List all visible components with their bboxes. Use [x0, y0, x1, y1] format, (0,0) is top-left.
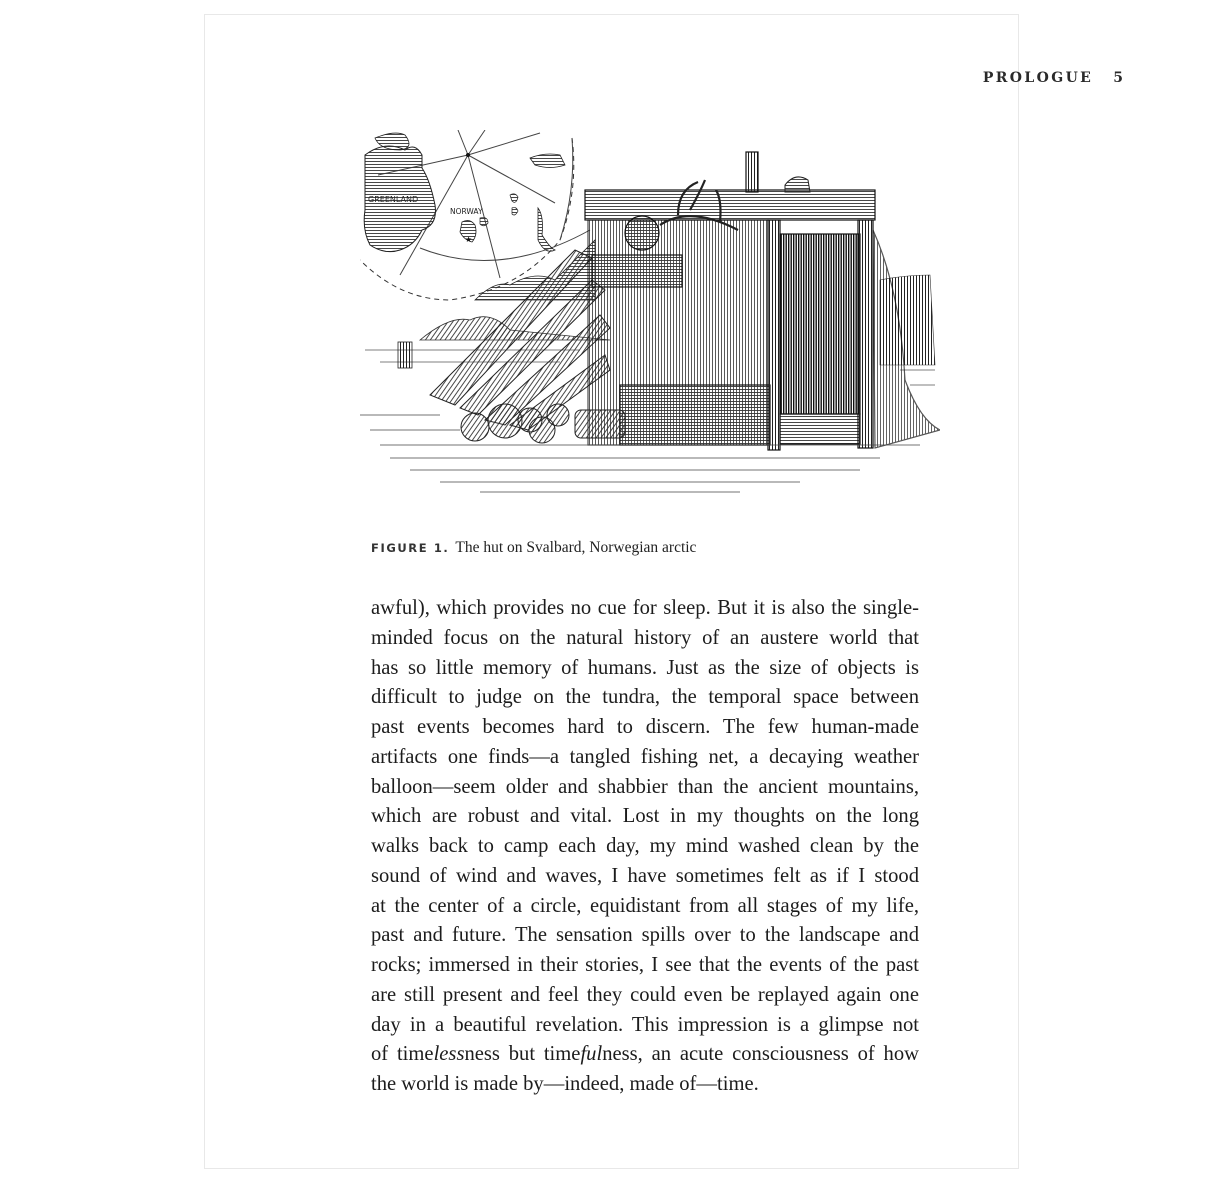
text-run: of time [371, 1043, 434, 1066]
section-title: PROLOGUE [982, 70, 1094, 86]
text-run: ness, an acute consciousness of how [602, 1043, 920, 1066]
italic-run: less [433, 1043, 465, 1066]
running-head [983, 70, 1123, 86]
hut-illustration [360, 130, 940, 510]
text-line: has so little memory of humans. Just as the size of objects is [371, 656, 919, 679]
text-line: past events becomes hard to discern. The few human-made [371, 716, 919, 738]
body-paragraph [371, 594, 919, 1100]
text-line-emphasis [371, 1040, 919, 1070]
map-label-greenland: GREENLAND [368, 195, 419, 204]
figure-caption-text: The hut on Svalbard, Norwegian arctic [455, 539, 697, 556]
text-line: balloon—seem older and shabbier than the ancient mountains, [371, 775, 919, 798]
text-line: artifacts one finds—a tangled fishing net, a decaying weather [371, 745, 919, 768]
text-line: awful), which provides no cue for sleep. But it is also the single- [371, 597, 919, 619]
text-line: at the center of a circle, equidistant from all stages of my life, [371, 894, 919, 917]
text-line: sound of wind and waves, I have sometimes felt as if I stood [371, 864, 919, 887]
text-line-last: the world is made by—indeed, made of—time. [371, 1073, 759, 1095]
text-line: walks back to camp each day, my mind washed clean by the [371, 835, 919, 857]
text-line: minded focus on the natural history of an austere world that [371, 626, 919, 649]
text-line: are still present and feel they could even be replayed again one [371, 983, 919, 1006]
text-run: ness but time [464, 1043, 581, 1066]
text-line: rocks; immersed in their stories, I see that the events of the past [371, 954, 919, 976]
svg-text:★: ★ [465, 235, 473, 244]
page-number: 5 [1113, 70, 1123, 86]
text-line: difficult to judge on the tundra, the temporal space between [371, 686, 919, 709]
italic-run: ful [580, 1043, 603, 1066]
text-line: which are robust and vital. Lost in my thoughts on the long [371, 805, 919, 828]
map-label-norway: NORWAY [450, 207, 483, 216]
text-line: past and future. The sensation spills over to the landscape and [371, 924, 919, 947]
figure-caption [371, 539, 696, 557]
text-line: day in a beautiful revelation. This impression is a glimpse not [371, 1013, 919, 1036]
figure-label: FIGURE 1. [371, 541, 450, 555]
